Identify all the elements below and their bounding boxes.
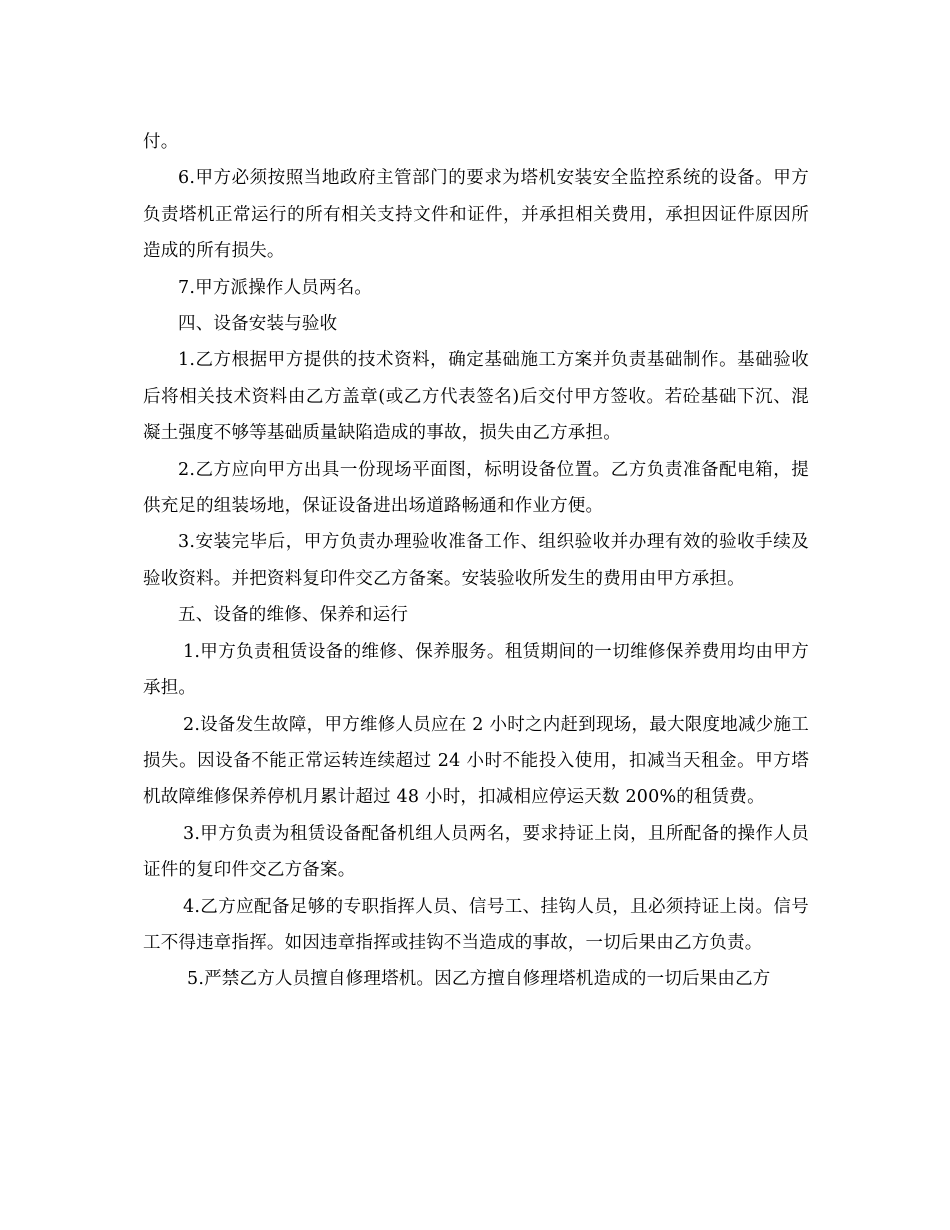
paragraph-installation-1: 1.乙方根据甲方提供的技术资料，确定基础施工方案并负责基础制作。基础验收后将相关技术资料由乙方盖章(或乙方代表签名)后交付甲方签收。若砼基础下沉、混凝土强度不够等基础质量缺陷造成的事故，损失由乙方承担。: [143, 350, 809, 444]
paragraph-clause-7: 7.甲方派操作人员两名。: [178, 277, 373, 298]
paragraph-maintenance-4: 4.乙方应配备足够的专职指挥人员、信号工、挂钩人员，且必须持证上岗。信号工不得违章指挥。如因违章指挥或挂钩不当造成的事故，一切后果由乙方负责。: [143, 896, 809, 953]
paragraph-maintenance-3: 3.甲方负责为租赁设备配备机组人员两名，要求持证上岗，且所配备的操作人员证件的复印件交乙方备案。: [143, 823, 809, 881]
paragraph-installation-2: 2.乙方应向甲方出具一份现场平面图，标明设备位置。乙方负责准备配电箱，提供充足的组装场地，保证设备进出场道路畅通和作业方便。: [143, 459, 809, 517]
paragraph-continuation: 付。: [143, 132, 179, 152]
section-heading-installation: 四、设备安装与验收: [178, 314, 338, 335]
document-body: [143, 124, 809, 998]
paragraph-maintenance-2: 2.设备发生故障，甲方维修人员应在 2 小时之内赶到现场，最大限度地减少施工损失。因设备不能正常运转连续超过 24 小时不能投入使用，扣减当天租金。甲方塔机故障维修保养停机月累计超过 48 小时，扣减相应停运天数 200%的租赁费。: [143, 714, 809, 808]
paragraph-maintenance-5: 5.严禁乙方人员擅自修理塔机。因乙方擅自修理塔机造成的一切后果由乙方: [187, 969, 771, 990]
paragraph-installation-3: 3.安装完毕后，甲方负责办理验收准备工作、组织验收并办理有效的验收手续及验收资料。并把资料复印件交乙方备案。安装验收所发生的费用由甲方承担。: [143, 532, 809, 589]
paragraph-maintenance-1: 1.甲方负责租赁设备的维修、保养服务。租赁期间的一切维修保养费用均由甲方承担。: [143, 641, 809, 699]
section-heading-maintenance: 五、设备的维修、保养和运行: [178, 605, 409, 626]
paragraph-clause-6: 6.甲方必须按照当地政府主管部门的要求为塔机安装安全监控系统的设备。甲方负责塔机正常运行的所有相关支持文件和证件，并承担相关费用，承担因证件原因所造成的所有损失。: [143, 168, 809, 262]
